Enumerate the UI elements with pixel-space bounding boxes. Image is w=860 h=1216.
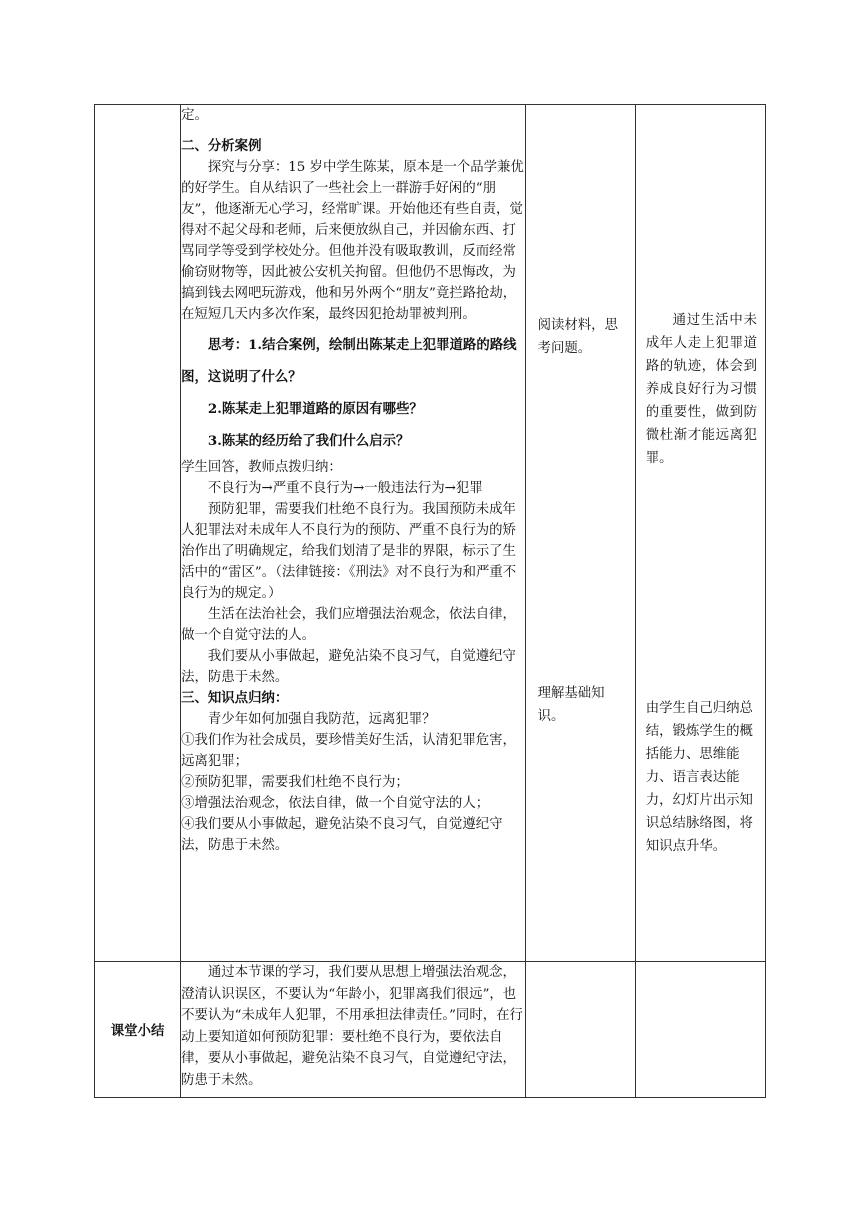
- stage-cell-empty: [95, 105, 181, 962]
- prevention-paragraph: 预防犯罪，需要我们杜绝不良行为。我国预防未成年人犯罪法对未成年人不良行为的预防、严重不良行为的矫治作出了明确规定，给我们划清了是非的界限，标示了生活中的“雷区”。（法律链接：《刑法》对不良行为和严重不良行为的规定。）: [181, 502, 517, 601]
- section-heading-summary: 三、知识点归纳：: [181, 690, 289, 706]
- design-intent-summary: 由学生自己归纳总结，锻炼学生的概括能力、思维能力、语言表达能力，幻灯片出示知识总结脉络图，将知识点升华。: [645, 701, 753, 854]
- knowledge-point-1: ①我们作为社会成员，要珍惜美好生活，认清犯罪危害，远离犯罪；: [181, 733, 516, 769]
- think-question-1: 思考：1.结合案例，绘制出陈某走上犯罪道路的路线图，这说明了什么？: [181, 337, 517, 385]
- design-intent-life: 通过生活中未成年人走上犯罪道路的轨迹，体会到养成良好行为习惯的重要性，做到防微杜渐才能远离犯罪。: [645, 313, 757, 466]
- design-intent-cell: [635, 105, 765, 962]
- teaching-process-row: [95, 105, 766, 962]
- teaching-content-cell: [181, 105, 526, 962]
- student-activity-understand: 理解基础知识。: [537, 686, 605, 724]
- summary-text: 通过本节课的学习，我们要从思想上增强法治观念，澄清认识误区，不要认为“年龄小，犯罪离我们很远”，也不要认为“未成年人犯罪，不用承担法律责任。”同时，在行动上要知道如何预防犯罪：要杜绝不良行为，要依法自律，要从小事做起，避免沾染不良习气，自觉遵纪守法，防患于未然。: [181, 962, 526, 1098]
- summary-empty-cell-2: [635, 962, 765, 1098]
- self-protection-question: 青少年如何加强自我防范，远离犯罪？: [207, 712, 436, 727]
- summary-row: [95, 962, 766, 1098]
- think-question-2: 2.陈某走上犯罪道路的原因有哪些？: [207, 401, 423, 417]
- rule-of-law-paragraph: 生活在法治社会，我们应增强法治观念，依法自律，做一个自觉守法的人。: [181, 607, 516, 643]
- student-activity-read: 阅读材料，思考问题。: [537, 318, 618, 356]
- continued-text: 定。: [181, 108, 208, 123]
- summary-label: 课堂小结: [95, 962, 181, 1098]
- answer-intro: 学生回答，教师点拨归纳：: [181, 460, 342, 475]
- lesson-plan-table: [94, 104, 766, 1098]
- think-question-3: 3.陈某的经历给了我们什么启示？: [207, 433, 410, 449]
- crime-path: 不良行为→严重不良行为→一般违法行为→犯罪: [207, 481, 483, 496]
- section-heading-analysis: 二、分析案例: [181, 138, 262, 154]
- knowledge-point-3: ③增强法治观念，依法自律，做一个自觉守法的人；: [181, 796, 490, 811]
- case-paragraph: 探究与分享：15 岁中学生陈某，原本是一个品学兼优的好学生。自从结识了一些社会上一群游手好闲的“朋友”，他逐渐无心学习，经常旷课。开始他还有些自责，觉得对不起父母和老师，后来便放纵自己，并因偷东西、打骂同学等受到学校处分。但他并没有吸取教训，反而经常偷窃财物等，因此被公安机关拘留。但他仍不思悔改，为搞到钱去网吧玩游戏，他和另外两个“朋友”竟拦路抢劫，在短短几天内多次作案，最终因犯抢劫罪被判刑。: [181, 160, 524, 322]
- summary-empty-cell-1: [525, 962, 635, 1098]
- start-small-paragraph: 我们要从小事做起，避免沾染不良习气，自觉遵纪守法，防患于未然。: [181, 649, 516, 685]
- knowledge-point-2: ②预防犯罪，需要我们杜绝不良行为；: [181, 775, 409, 790]
- student-activity-cell: [525, 105, 635, 962]
- knowledge-point-4: ④我们要从小事做起，避免沾染不良习气，自觉遵纪守法，防患于未然。: [181, 817, 503, 853]
